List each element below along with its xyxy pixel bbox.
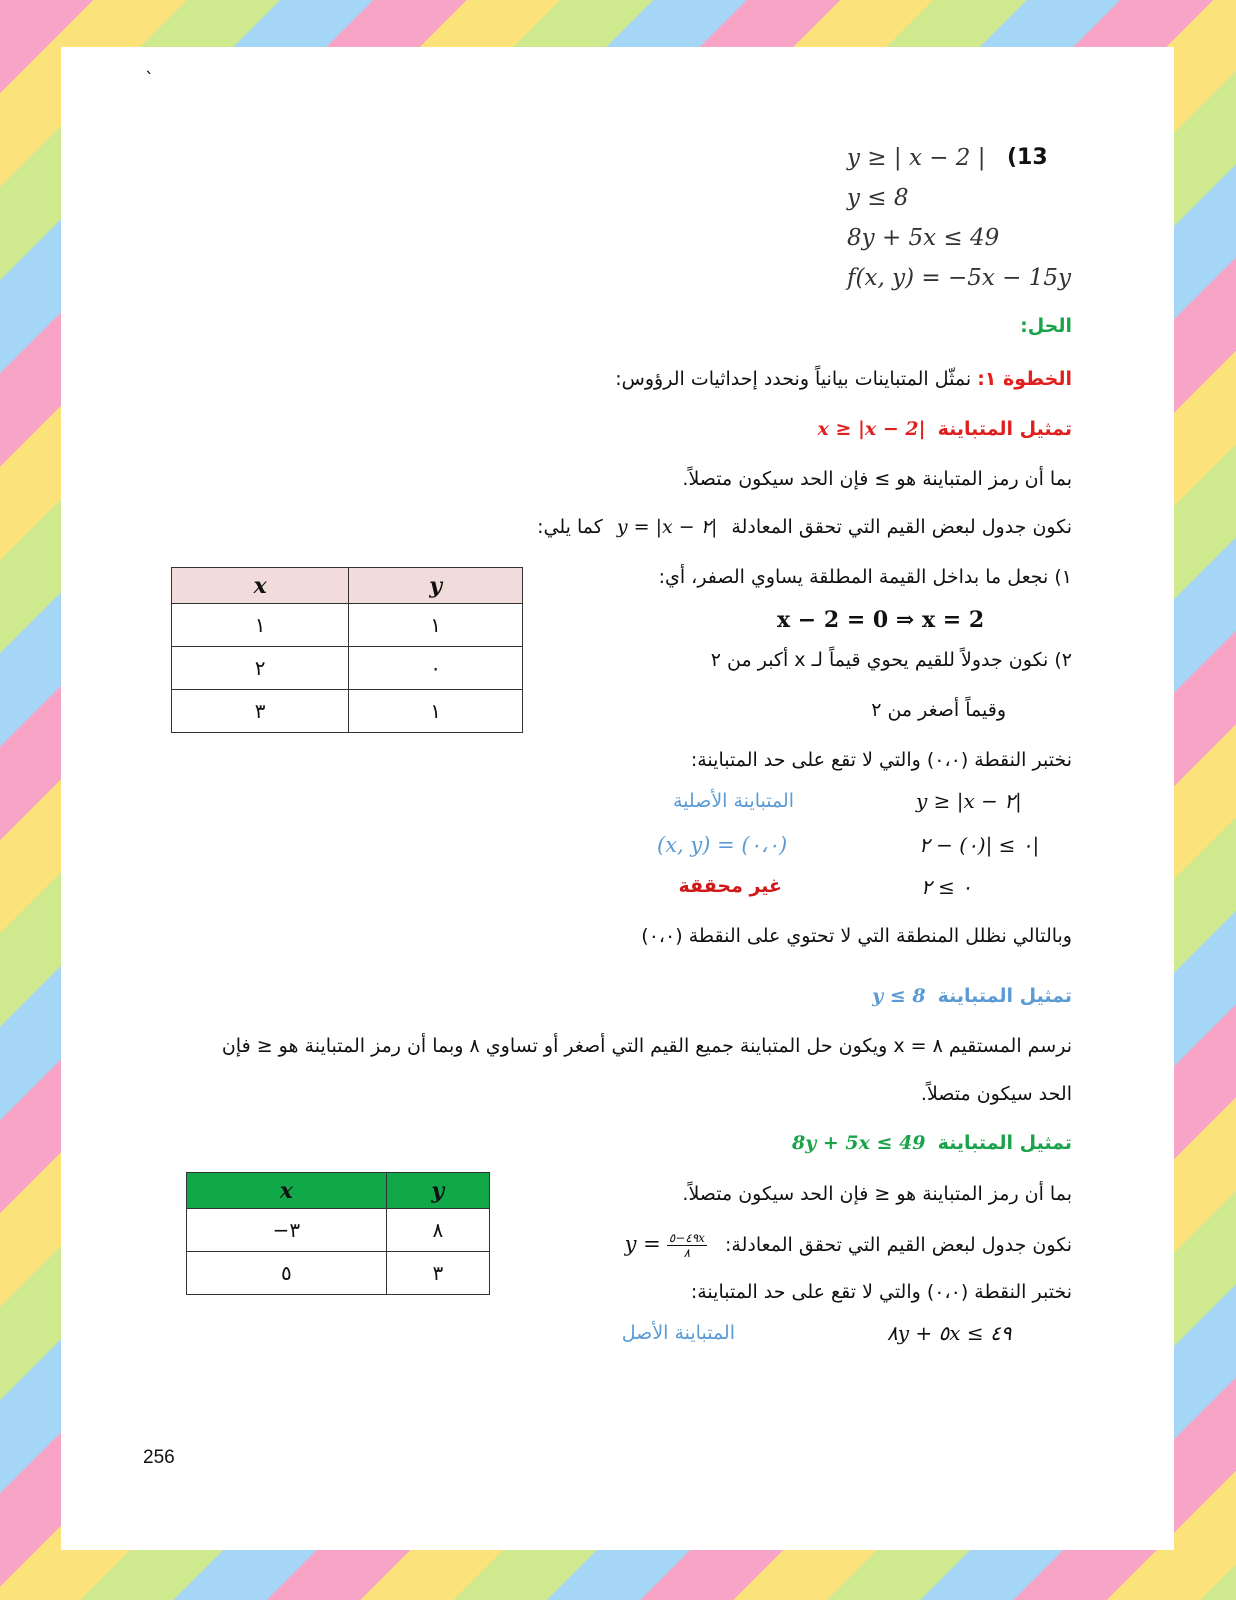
test-row-2-note: (x, y) = (٠،٠): [657, 833, 788, 857]
test-row-2-math: ٠ ≥ |(٠) − ٢|: [919, 833, 1040, 857]
section-1-item-1-math: x − 2 = 0 ⇒ x = 2: [777, 607, 985, 633]
section-1-test-line: نختبر النقطة (٠،٠) والتي لا تقع على حد المتباينة:: [690, 749, 1072, 771]
values-table-2: [186, 1172, 490, 1295]
section-3-heading-math: 8y + 5x ≤ 49: [791, 1132, 926, 1154]
section-1-line-2: [537, 516, 1072, 538]
section-1-item-2a: ٢) نكون جدولاً للقيم يحوي قيماً لـ x أكبر من ٢: [710, 649, 1072, 671]
section-1-heading-text: تمثيل المتباينة: [937, 418, 1072, 440]
problem-number: (13: [1007, 145, 1048, 170]
section-2-line-2: الحد سيكون متصلاً.: [920, 1083, 1072, 1105]
table-2-cell: ٨: [386, 1209, 489, 1252]
section-3-equation: [624, 1231, 707, 1260]
section-3-line-2-text: نكون جدول لبعض القيم التي تحقق المعادلة:: [724, 1234, 1072, 1256]
table-1-cell: ١: [349, 604, 523, 647]
section-1-line-2-math: y = |x − ٢|: [616, 516, 718, 538]
table-1-cell: ٢: [172, 647, 349, 690]
section-3-test-line: نختبر النقطة (٠،٠) والتي لا تقع على حد المتباينة:: [690, 1281, 1072, 1303]
problem-line-3: 8y + 5x ≤ 49: [847, 225, 1000, 251]
section-3-line-2: [625, 1231, 1072, 1260]
section-2-line-1: نرسم المستقيم ٨ = x ويكون حل المتباينة جميع القيم التي أصغر أو تساوي ٨ وبما أن رمز المتباينة هو ≤ فإن: [221, 1035, 1072, 1057]
section-1-line-2-text: نكون جدول لبعض القيم التي تحقق المعادلة: [731, 516, 1072, 538]
section-2-heading-math: y ≤ 8: [872, 985, 926, 1007]
problem-line-2: y ≤ 8: [847, 185, 909, 211]
table-1-header-x: x: [172, 568, 349, 604]
table-2-header-y: y: [386, 1173, 489, 1209]
fraction-denominator: ٨: [683, 1246, 691, 1260]
values-table-1: [171, 567, 523, 733]
section-3-line-1: بما أن رمز المتباينة هو ≤ فإن الحد سيكون متصلاً.: [682, 1183, 1072, 1205]
page-number: 256: [143, 1447, 175, 1468]
section-1-heading: [818, 418, 1072, 440]
table-1-cell: ٣: [172, 690, 349, 733]
section-1-conclusion: وبالتالي نظلل المنطقة التي لا تحتوي على النقطة (٠،٠): [641, 925, 1072, 947]
table-1-cell: ١: [349, 690, 523, 733]
table-2-cell: ٣: [386, 1252, 489, 1295]
section-1-item-2b: وقيماً أصغر من ٢: [871, 699, 1006, 721]
section-2-heading-text: تمثيل المتباينة: [937, 985, 1072, 1007]
step-1-line: [615, 368, 1072, 390]
test-row-3-note: غير محققة: [678, 875, 782, 897]
table-1-cell: ٠: [349, 647, 523, 690]
page: [61, 47, 1174, 1550]
test-row-1-math: y ≥ |x − ٢|: [916, 789, 1022, 813]
section-3-heading: [792, 1132, 1072, 1154]
problem-line-4: f(x, y) = −5x − 15y: [847, 265, 1071, 291]
section-3-fraction: [667, 1231, 707, 1260]
step-1-text: نمثّل المتباينات بيانياً ونحدد إحداثيات الرؤوس:: [615, 368, 972, 390]
table-2-header-x: x: [187, 1173, 387, 1209]
test-row-1-note: المتباينة الأصلية: [672, 790, 794, 812]
table-1-header-y: y: [349, 568, 523, 604]
stray-mark: `: [145, 69, 154, 90]
table-2-cell: −٣: [187, 1209, 387, 1252]
section-1-line-1: بما أن رمز المتباينة هو ≥ فإن الحد سيكون متصلاً.: [682, 468, 1072, 490]
table-1-cell: ١: [172, 604, 349, 647]
section-3-equation-lhs: y =: [624, 1232, 661, 1256]
section-3-test-math: ٨y + ٥x ≤ ٤٩: [887, 1321, 1012, 1345]
problem-line-1: y ≥ | x − 2 |: [847, 145, 986, 171]
section-3-test-note: المتباينة الأصل: [621, 1322, 735, 1344]
section-1-item-1: ١) نجعل ما بداخل القيمة المطلقة يساوي الصفر، أي:: [658, 566, 1072, 588]
section-2-heading: [872, 985, 1072, 1007]
step-1-label: الخطوة ١:: [977, 368, 1072, 390]
section-1-heading-math: x ≥ |x − 2|: [817, 418, 926, 440]
solution-label: الحل:: [1020, 315, 1072, 337]
section-1-line-2-end: كما يلي:: [537, 516, 603, 538]
fraction-numerator: ٤٩−٥x: [668, 1231, 705, 1245]
section-3-heading-text: تمثيل المتباينة: [937, 1132, 1072, 1154]
table-2-cell: ٥: [187, 1252, 387, 1295]
test-row-3-math: ٠ ≥ ٢: [921, 875, 972, 899]
